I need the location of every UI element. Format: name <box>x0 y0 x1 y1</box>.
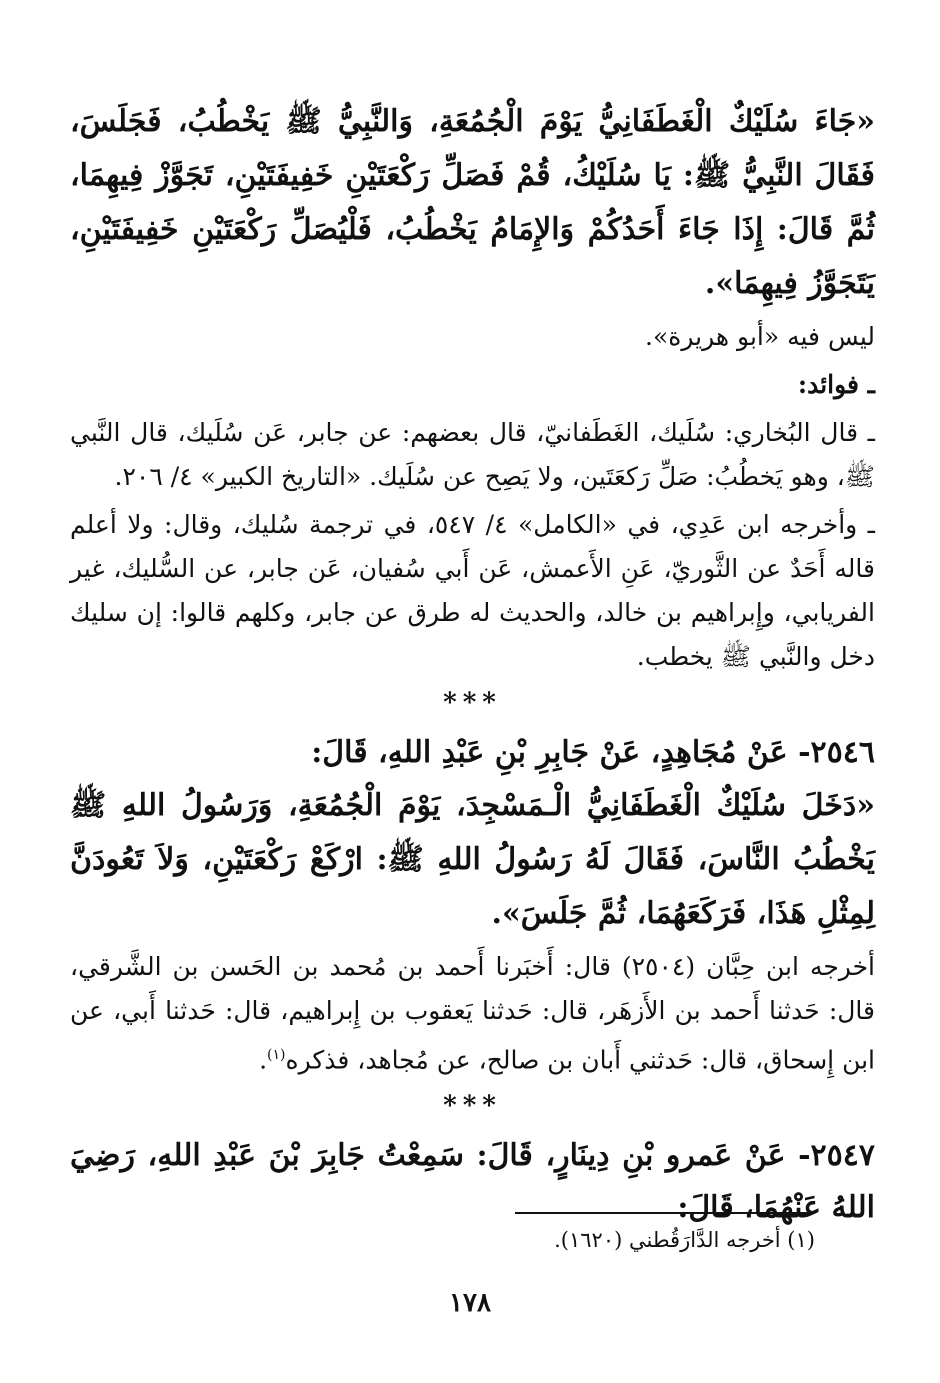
note-line: ليس فيه «أبو هريرة». <box>645 322 875 351</box>
footnote-marker[interactable]: (١) <box>267 1047 286 1063</box>
fawaid-bukhari: ـ قال البُخاري: سُلَيك، الغَطَفانيّ، قال بعضهم: عن جابر، عَن سُلَيك، قال النَّبي ﷺ، وهو يَخطُبُ: صَلِّ رَكعَتَين، ولا يَصِح عن سُلَيك. «التاريخ الكبير» ٤/ ٢٠٦. <box>70 418 875 491</box>
hadith-2546-takhrij: أخرجه ابن حِبَّان (٢٥٠٤) قال: أَخبَرنا أَحمد بن مُحمد بن الحَسن بن الشَّرقي، قال: حَدثنا أَحمد بن الأَزهَر، قال: حَدثنا يَعقوب بن إِبراهيم، قال: حَدثنا أَبي، عن ابن إِسحاق، قال: حَدثني أَبان بن صالح، عن مُجاهد، فذكره$^{(١)}$. <box>70 952 875 1075</box>
fawaid-ibn-adi: ـ وأخرجه ابن عَدِي، في «الكامل» ٤/ ٥٤٧، في ترجمة سُليك، وقال: ولا أعلم قاله أَحَدٌ عن الثَّوريّ، عَنِ الأَعمش، عَن أَبي سُفيان، عَن جابر، عن السُّليك، غير الفريابي، وإِبراهيم بن خالد، والحديث له طرق عن جابر، وكلهم قالوا: إن سليك دخل والنَّبي ﷺ يخطب. <box>70 510 876 671</box>
page-number: ١٧٨ <box>449 1288 491 1318</box>
section-separator: *** <box>443 688 502 718</box>
takhrij-text: أخرجه ابن حِبَّان (٢٥٠٤) قال: أَخبَرنا أَحمد بن مُحمد بن الحَسن بن الشَّرقي، قال: حَدثنا أَحمد بن الأَزهَر، قال: حَدثنا يَعقوب بن إِبراهيم، قال: حَدثنا أَبي، عن ابن إِسحاق، قال: حَدثني أَبان بن صالح، عن مُجاهد، فذكره <box>70 952 875 1075</box>
page-body <box>70 95 875 1234</box>
fawaid-heading: ـ فوائد: <box>797 370 875 399</box>
footnote-divider <box>515 1212 815 1214</box>
hadith-2546-isnad: ٢٥٤٦- عَنْ مُجَاهِدٍ، عَنْ جَابِرِ بْنِ عَبْدِ اللهِ، قَالَ: <box>311 735 875 770</box>
hadith-2546-text: «دَخَلَ سُلَيْكٌ الْغَطَفَانِيُّ الْـمَسْجِدَ، يَوْمَ الْجُمُعَةِ، وَرَسُولُ اللهِ ﷺ يَخْطُبُ النَّاسَ، فَقَالَ لَهُ رَسُولُ اللهِ ﷺ: ارْكَعْ رَكْعَتَيْنِ، وَلاَ تَعُودَنَّ لِمِثْلِ هَذَا، فَرَكَعَهُمَا، ثُمَّ جَلَسَ». <box>70 788 875 931</box>
hadith-2545-text: «جَاءَ سُلَيْكٌ الْغَطَفَانِيُّ يَوْمَ الْجُمُعَةِ، وَالنَّبِيُّ ﷺ يَخْطُبُ، فَجَلَسَ، فَقَالَ النَّبِيُّ ﷺ: يَا سُلَيْكُ، قُمْ فَصَلِّ رَكْعَتَيْنِ خَفِيفَتَيْنِ، تَجَوَّزْ فِيهِمَا، ثُمَّ قَالَ: إِذَا جَاءَ أَحَدُكُمْ وَالإِمَامُ يَخْطُبُ، فَلْيُصَلِّ رَكْعَتَيْنِ خَفِيفَتَيْنِ، يَتَجَوَّزُ فِيهِمَا». <box>70 104 875 301</box>
section-separator: *** <box>443 1091 502 1122</box>
hadith-2547-isnad: ٢٥٤٧- عَنْ عَمرو بْنِ دِينَارٍ، قَالَ: سَمِعْتُ جَابِرَ بْنَ عَبْدِ اللهِ، رَضِيَ اللهُ عَنْهُمَا، قَالَ: <box>70 1138 875 1226</box>
footnote: (١) أخرجه الدَّارَقُطني (١٦٢٠). <box>554 1228 815 1252</box>
